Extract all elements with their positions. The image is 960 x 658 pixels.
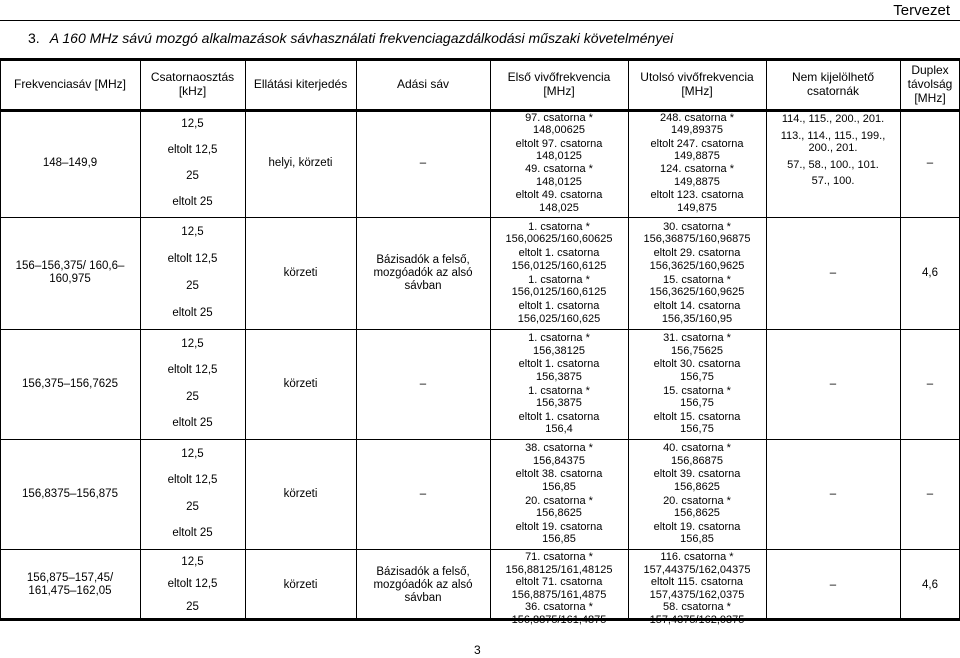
header-coverage [247, 60, 354, 107]
channel-label: eltolt 97. csatorna [515, 137, 603, 150]
tx-cell [358, 331, 488, 437]
frequency-value: 156,84375 [533, 454, 585, 467]
channel-label: 38. csatorna * [525, 442, 593, 455]
spacing-value: eltolt 12,5 [167, 253, 218, 265]
frequency-value: 156,0125/160,6125 [511, 286, 607, 299]
frequency-entry [512, 274, 607, 299]
section-title-text: A 160 MHz sávú mozgó alkalmazások sávhasználati frekvenciagazdálkodási műszaki követelményei [49, 30, 674, 46]
channel-label: eltolt 71. csatorna [515, 576, 603, 588]
header-reserved [768, 60, 898, 107]
coverage-cell [247, 219, 354, 327]
channel-label: 40. csatorna * [663, 442, 731, 455]
frequency-value: 156,75 [680, 423, 714, 436]
coverage-cell [247, 551, 354, 619]
draft-label: Tervezet [893, 2, 950, 19]
channel-label: eltolt 14. csatorna [653, 300, 741, 313]
reserved-list [768, 111, 898, 215]
header-tx [358, 60, 488, 107]
spacing-list [142, 441, 243, 547]
frequency-value: 156,8625 [674, 507, 720, 520]
header-rule [0, 20, 960, 21]
frequency-entry [516, 138, 603, 163]
spacing-value: 25 [186, 169, 199, 182]
spacing-value: 25 [186, 500, 199, 513]
duplex-cell [902, 551, 958, 619]
table-column-rule [245, 58, 246, 621]
frequency-value: 156,4 [545, 423, 573, 436]
frequency-entry [650, 274, 745, 299]
frequency-value: 156,3625/160,9625 [649, 286, 745, 299]
frequency-entry [651, 189, 744, 214]
band-value: 156,875–157,45/ 161,475–162,05 [26, 572, 114, 597]
channel-label: eltolt 1. csatorna [518, 300, 600, 313]
reserved-value: – [829, 377, 837, 390]
channel-label: eltolt 30. csatorna [653, 358, 741, 371]
spacing-cell [142, 331, 243, 437]
frequency-entry [525, 112, 593, 137]
first-cell [492, 111, 626, 215]
channel-label: eltolt 39. csatorna [653, 468, 741, 481]
column-header: Adási sáv [396, 76, 450, 91]
tx-cell [358, 219, 488, 327]
frequency-entry [519, 411, 600, 436]
frequency-value: 156,38125 [532, 344, 585, 357]
reserved-channels: 113., 114., 115., 199., 200., 201. [780, 129, 886, 154]
frequency-value: 156,00625/160,60625 [505, 233, 613, 246]
tx-value: – [419, 156, 427, 169]
channel-label: 1. csatorna * [528, 273, 590, 286]
column-header: Duplex távolság [MHz] [907, 62, 953, 105]
coverage-cell [247, 441, 354, 547]
channel-label: 124. csatorna * [660, 163, 734, 176]
reserved-cell [768, 331, 898, 437]
frequency-entry [654, 411, 741, 436]
frequency-entry [528, 332, 590, 357]
channel-label: 116. csatorna * [660, 551, 734, 563]
channel-label: eltolt 15. csatorna [653, 410, 741, 423]
frequency-entry [663, 442, 731, 467]
coverage-value: körzeti [283, 578, 318, 591]
frequency-value: 157,44375/162,04375 [643, 563, 751, 576]
band-cell [2, 331, 138, 437]
frequency-entry [643, 221, 750, 246]
frequency-value: 156,8875/161,4875 [511, 588, 607, 601]
coverage-value: körzeti [283, 377, 318, 390]
frequency-value: 156,75 [680, 370, 714, 383]
frequency-entry [660, 112, 734, 137]
column-header: Nem kijelölhető csatornák [791, 69, 875, 98]
header-duplex [902, 60, 958, 107]
frequency-entry [525, 442, 593, 467]
frequency-value: 156,3875 [536, 370, 582, 383]
table-row-rule [0, 329, 960, 330]
tx-value: Bázisadók a felső, mozgóadók az alsó sávban [373, 253, 473, 292]
last-cell [630, 111, 764, 215]
channel-label: eltolt 1. csatorna [518, 358, 600, 371]
frequency-entry [512, 601, 607, 626]
tx-value: Bázisadók a felső, mozgóadók az alsó sávban [373, 565, 473, 604]
channel-label: 248. csatorna * [660, 111, 734, 124]
frequency-value: 156,86875 [671, 454, 723, 467]
table-row-rule [0, 549, 960, 550]
reserved-cell [768, 441, 898, 547]
channel-label: 1. csatorna * [528, 384, 590, 397]
duplex-cell [902, 441, 958, 547]
frequency-value: 156,85 [542, 533, 576, 546]
table-column-rule [356, 58, 357, 621]
channel-label: eltolt 1. csatorna [518, 410, 600, 423]
channel-label: 97. csatorna * [525, 111, 593, 124]
column-header: Csatornaosztás [kHz] [150, 69, 235, 98]
frequency-value: 156,35/160,95 [661, 312, 733, 325]
band-cell [2, 111, 138, 215]
reserved-value: – [829, 487, 837, 500]
channel-label: 1. csatorna * [528, 220, 590, 233]
band-value: 148–149,9 [42, 156, 98, 169]
band-value: 156,8375–156,875 [22, 487, 118, 500]
frequency-value: 157,4375/162,0375 [649, 588, 745, 601]
first-list [492, 111, 626, 215]
spacing-value: 12,5 [181, 226, 204, 238]
band-cell [2, 551, 138, 619]
band-value: 156–156,375/ 160,6–160,975 [15, 260, 125, 285]
spacing-value: eltolt 25 [172, 417, 213, 430]
page-number: 3 [474, 643, 481, 657]
channel-label: eltolt 49. csatorna [515, 189, 603, 202]
table-column-rule [628, 58, 629, 621]
frequency-entry [518, 300, 601, 325]
frequency-value: 148,025 [539, 201, 579, 214]
frequency-entry [512, 576, 607, 601]
frequency-value: 156,025/160,625 [517, 312, 601, 325]
frequency-value: 156,3875 [536, 397, 582, 410]
channel-label: eltolt 123. csatorna [650, 189, 744, 202]
spacing-list [142, 219, 243, 327]
first-list [492, 441, 626, 547]
frequency-value: 149,875 [677, 201, 717, 214]
tx-cell [358, 441, 488, 547]
channel-label: eltolt 247. csatorna [650, 137, 744, 150]
frequency-value: 149,8875 [674, 175, 720, 188]
reserved-cell [768, 111, 898, 215]
table-column-rule [0, 58, 1, 621]
spacing-value: eltolt 12,5 [167, 578, 218, 591]
coverage-value: körzeti [283, 266, 318, 279]
frequency-value: 156,75625 [671, 344, 723, 357]
frequency-value: 156,75 [680, 397, 714, 410]
frequency-value: 156,85 [542, 480, 576, 493]
frequency-entry [516, 468, 603, 493]
column-header: Első vivőfrekvencia [MHz] [507, 69, 611, 98]
frequency-value: 149,8875 [674, 150, 720, 163]
reserved-value: – [829, 578, 837, 591]
spacing-cell [142, 551, 243, 619]
reserved-cell [768, 551, 898, 619]
table-row-rule [0, 439, 960, 440]
frequency-entry [654, 300, 741, 325]
first-cell [492, 331, 626, 437]
last-cell [630, 441, 764, 547]
channel-label: eltolt 19. csatorna [653, 520, 741, 533]
band-cell [2, 219, 138, 327]
column-header: Ellátási kiterjedés [253, 76, 348, 91]
spacing-value: 25 [186, 280, 199, 292]
frequency-entry [660, 163, 734, 188]
first-list [492, 331, 626, 437]
frequency-value: 149,89375 [671, 124, 723, 137]
spacing-value: 12,5 [181, 337, 204, 350]
frequency-entry [519, 358, 600, 383]
coverage-value: körzeti [283, 487, 318, 500]
table-column-rule [900, 58, 901, 621]
frequency-value: 156,8625 [536, 507, 582, 520]
spacing-value: 25 [186, 601, 199, 614]
spacing-list [142, 331, 243, 437]
frequency-entry [516, 521, 603, 546]
first-list [492, 219, 626, 327]
duplex-value: – [926, 377, 934, 390]
channel-label: 36. csatorna * [525, 601, 593, 613]
duplex-value: 4,6 [922, 266, 938, 279]
spacing-value: eltolt 12,5 [167, 364, 218, 377]
last-list [630, 219, 764, 327]
frequency-value: 156,0125/160,6125 [511, 259, 607, 272]
channel-label: 15. csatorna * [663, 273, 731, 286]
header-band [2, 60, 138, 107]
spacing-value: 25 [186, 390, 199, 403]
spacing-value: 12,5 [181, 117, 204, 130]
frequency-entry [663, 495, 731, 520]
duplex-value: – [926, 487, 934, 500]
channel-label: 30. csatorna * [663, 220, 731, 233]
channel-label: eltolt 19. csatorna [515, 520, 603, 533]
tx-cell [358, 111, 488, 215]
channel-label: 20. csatorna * [525, 494, 593, 507]
band-value: 156,375–156,7625 [22, 377, 118, 390]
spacing-list [142, 551, 243, 619]
frequency-value: 156,8625 [674, 480, 720, 493]
table-column-rule [766, 58, 767, 621]
table-row-rule [0, 217, 960, 218]
reserved-channels: 114., 115., 200., 201. [781, 113, 885, 125]
channel-label: eltolt 1. csatorna [518, 247, 600, 260]
frequency-entry [525, 495, 593, 520]
frequency-entry [505, 221, 612, 246]
table-column-rule [140, 58, 141, 621]
first-list [492, 551, 626, 626]
reserved-channels: 57., 100. [811, 175, 855, 187]
frequency-value: 148,00625 [533, 124, 585, 137]
frequency-value: 156,3625/160,9625 [649, 259, 745, 272]
channel-label: eltolt 115. csatorna [650, 576, 744, 588]
frequency-value: 156,85 [680, 533, 714, 546]
last-cell [630, 551, 764, 626]
first-cell [492, 219, 626, 327]
frequency-entry [663, 332, 731, 357]
duplex-cell [902, 111, 958, 215]
frequency-entry [650, 601, 745, 626]
column-header: Frekvenciasáv [MHz] [13, 76, 127, 91]
frequency-value: 157,4375/162,0375 [649, 613, 745, 626]
frequency-entry [512, 247, 607, 272]
spacing-value: 12,5 [181, 447, 204, 460]
coverage-cell [247, 111, 354, 215]
spacing-value: eltolt 12,5 [167, 474, 218, 487]
frequency-entry [663, 385, 731, 410]
duplex-cell [902, 219, 958, 327]
channel-label: 49. csatorna * [525, 163, 593, 176]
last-list [630, 111, 764, 215]
spacing-value: eltolt 25 [172, 527, 213, 540]
frequency-entry [654, 521, 741, 546]
last-list [630, 551, 764, 626]
last-cell [630, 331, 764, 437]
channel-label: eltolt 38. csatorna [515, 468, 603, 481]
frequency-entry [654, 468, 741, 493]
channel-label: 58. csatorna * [663, 601, 731, 613]
frequency-entry [654, 358, 741, 383]
frequency-entry [643, 551, 750, 576]
frequency-entry [650, 576, 745, 601]
frequency-entry [516, 189, 603, 214]
header-spacing [142, 60, 243, 107]
frequency-entry [651, 138, 744, 163]
spacing-value: 12,5 [181, 555, 204, 568]
spacing-value: eltolt 12,5 [167, 143, 218, 156]
channel-label: 1. csatorna * [528, 332, 590, 345]
duplex-value: – [926, 156, 934, 169]
section-title [28, 30, 673, 46]
channel-label: 31. csatorna * [663, 332, 731, 345]
frequency-value: 156,88125/161,48125 [505, 563, 613, 576]
column-header: Utolsó vivőfrekvencia [MHz] [640, 69, 754, 98]
channel-label: 15. csatorna * [663, 384, 731, 397]
first-cell [492, 551, 626, 626]
frequency-value: 156,8875/161,4875 [511, 613, 607, 626]
spacing-value: eltolt 25 [172, 307, 213, 319]
channel-label: 71. csatorna * [525, 551, 593, 563]
tx-value: – [419, 487, 427, 500]
last-list [630, 441, 764, 547]
reserved-value: – [829, 266, 837, 279]
frequency-value: 156,36875/160,96875 [643, 233, 751, 246]
last-list [630, 331, 764, 437]
duplex-cell [902, 331, 958, 437]
spacing-cell [142, 441, 243, 547]
frequency-entry [528, 385, 590, 410]
tx-cell [358, 551, 488, 619]
reserved-channels: 57., 58., 100., 101. [787, 158, 879, 171]
frequency-value: 148,0125 [536, 175, 582, 188]
duplex-value: 4,6 [922, 578, 938, 591]
table-column-rule [490, 58, 491, 621]
frequency-table [0, 58, 960, 626]
header-last [630, 60, 764, 107]
band-cell [2, 441, 138, 547]
spacing-value: eltolt 25 [172, 195, 213, 208]
last-cell [630, 219, 764, 327]
header-first [492, 60, 626, 107]
spacing-cell [142, 111, 243, 215]
frequency-entry [525, 163, 593, 188]
first-cell [492, 441, 626, 547]
frequency-entry [505, 551, 612, 576]
channel-label: eltolt 29. csatorna [653, 247, 741, 260]
section-number: 3. [28, 30, 40, 46]
frequency-value: 148,0125 [536, 150, 582, 163]
coverage-cell [247, 331, 354, 437]
tx-value: – [419, 377, 427, 390]
reserved-cell [768, 219, 898, 327]
channel-label: 20. csatorna * [663, 494, 731, 507]
frequency-entry [650, 247, 745, 272]
coverage-value: helyi, körzeti [268, 156, 333, 169]
spacing-list [142, 111, 243, 215]
spacing-cell [142, 219, 243, 327]
